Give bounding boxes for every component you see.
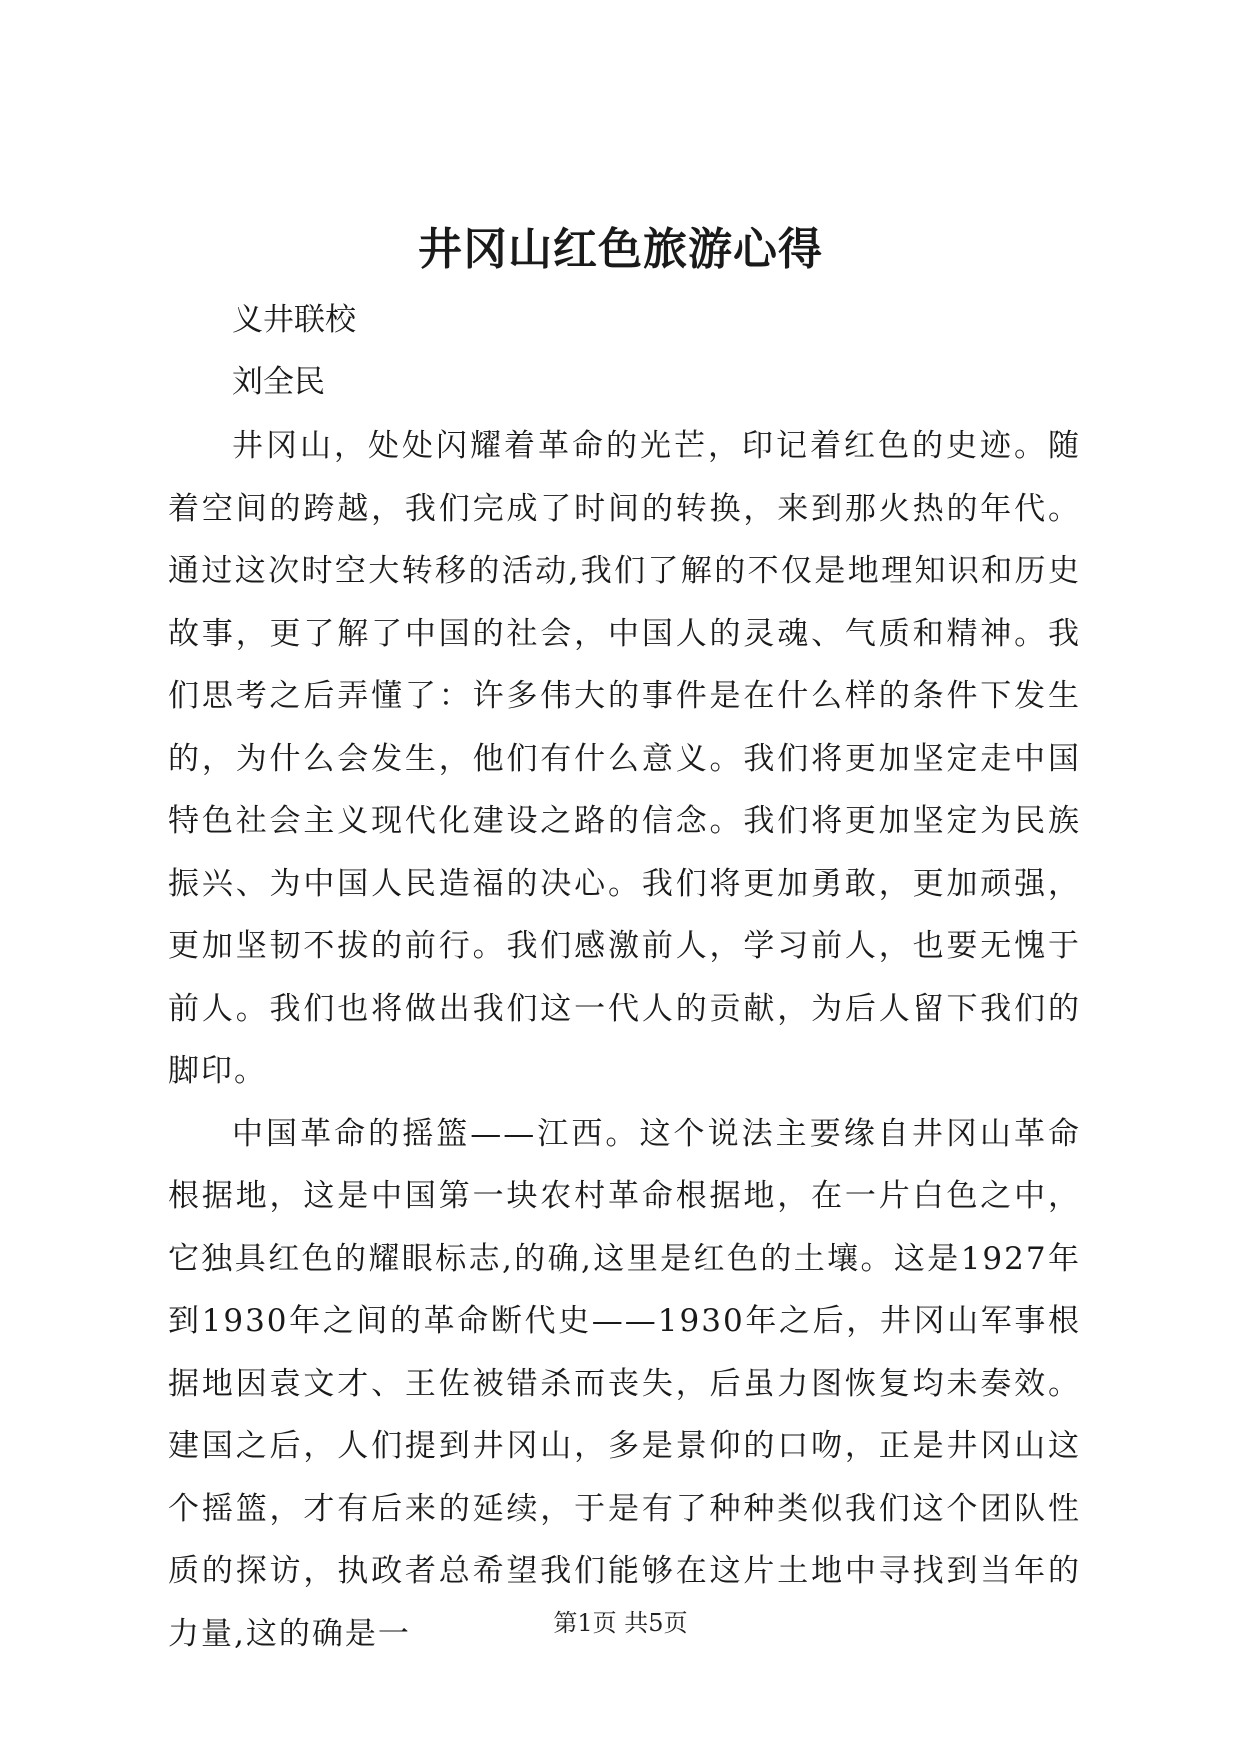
paragraph: 中国革命的摇篮——江西。这个说法主要缘自井冈山革命根据地，这是中国第一块农村革命根据地，在一片白色之中，它独具红色的耀眼标志,的确,这里是红色的土壤。这是1927年到1930年之间的革命断代史——1930年之后，井冈山军事根据地因袁文才、王佐被错杀而丧失，后虽力图恢复均未奏效。建国之后，人们提到井冈山，多是景仰的口吻，正是井冈山这个摇篮，才有后来的延续，于是有了种种类似我们这个团队性质的探访，执政者总希望我们能够在这片土地中寻找到当年的力量,这的确是一 [168,1115,1081,1652]
document-body [168,415,1081,1665]
document-title: 井冈山红色旅游心得 [418,224,823,275]
paragraph: 井冈山，处处闪耀着革命的光芒，印记着红色的史迹。随着空间的跨越，我们完成了时间的转换，来到那火热的年代。通过这次时空大转移的活动,我们了解的不仅是地理知识和历史故事，更了解了中国的社会，中国人的灵魂、气质和精神。我们思考之后弄懂了：许多伟大的事件是在什么样的条件下发生的，为什么会发生，他们有什么意义。我们将更加坚定走中国特色社会主义现代化建设之路的信念。我们将更加坚定为民族振兴、为中国人民造福的决心。我们将更加勇敢，更加顽强，更加坚韧不拔的前行。我们感激前人，学习前人，也要无愧于前人。我们也将做出我们这一代人的贡献，为后人留下我们的脚印。 [168,428,1081,1089]
page-footer: 第1页 共5页 [553,1609,688,1637]
author-name: 刘全民 [232,364,325,400]
school-name: 义井联校 [232,302,356,338]
